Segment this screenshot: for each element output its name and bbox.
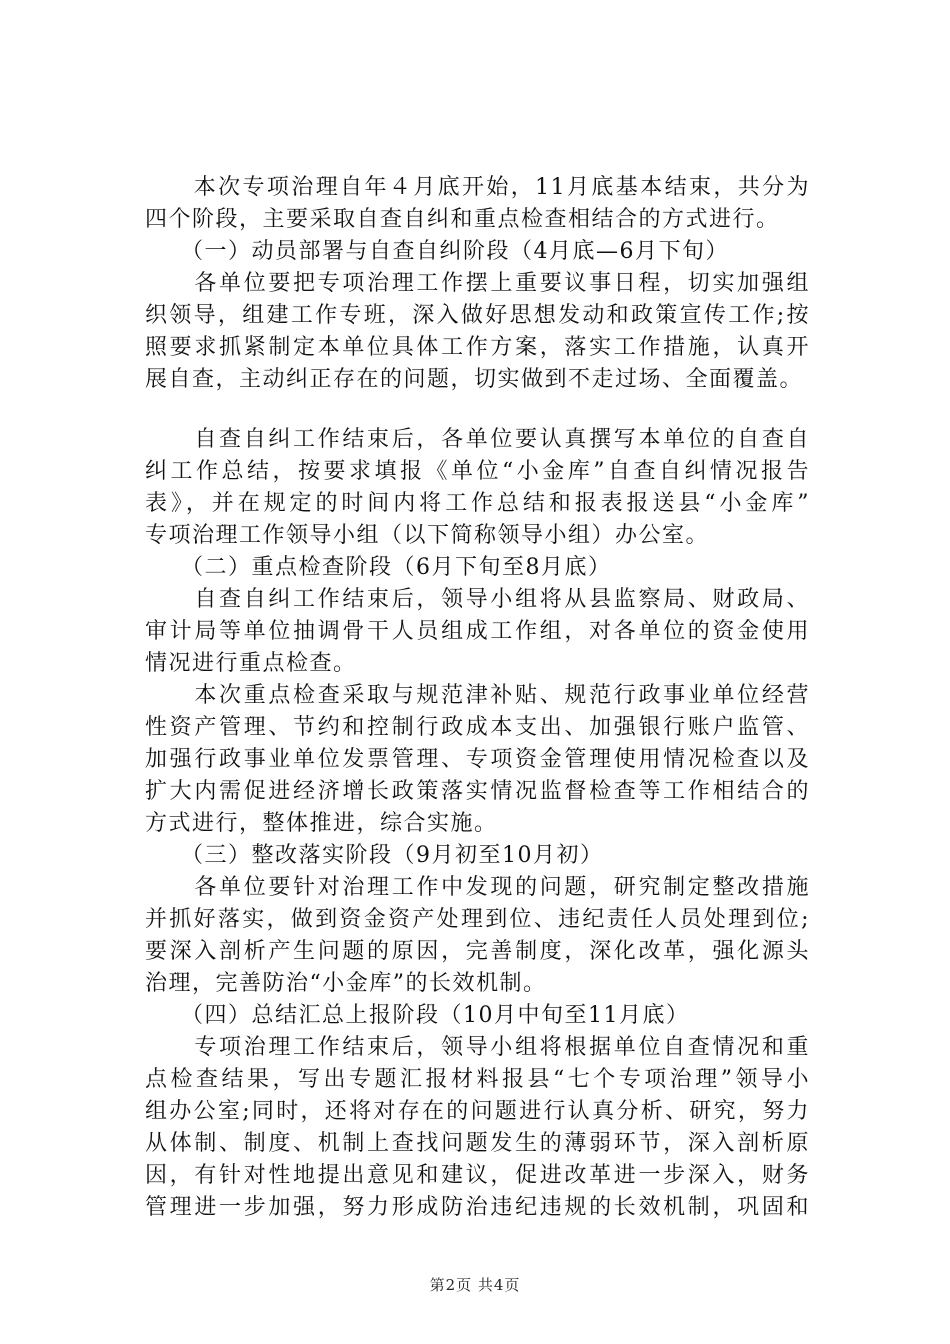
text-line: 专项治理工作领导小组（以下简称领导小组）办公室。 <box>145 523 710 548</box>
text-line: 情况进行重点检查。 <box>145 651 357 676</box>
section-heading <box>145 236 810 268</box>
text-line: 自查自纠工作结束后，领导小组将从县监察局、财政局、 <box>145 587 810 612</box>
section-heading <box>145 840 810 872</box>
paragraph <box>145 424 810 552</box>
text-line: 纠工作总结，按要求填报《单位“小金库”自查自纠情况报告 <box>145 459 810 484</box>
text-line: 织领导，组建工作专班，深入做好思想发动和政策宣传工作;按 <box>145 303 810 328</box>
text-line: 从体制、制度、机制上查找问题发生的薄弱环节，深入剖析原 <box>145 1131 810 1156</box>
text-line: 专项治理工作结束后，领导小组将根据单位自查情况和重 <box>145 1035 810 1060</box>
paragraph <box>145 268 810 396</box>
heading-line: （二）重点检查阶段（6月下旬至8月底） <box>145 555 612 580</box>
text-line: 展自查，主动纠正存在的问题，切实做到不走过场、全面覆盖。 <box>145 367 804 392</box>
text-line: 各单位要针对治理工作中发现的问题，研究制定整改措施 <box>145 875 810 900</box>
document-body <box>145 172 810 1224</box>
text-line: 四个阶段，主要采取自查自纠和重点检查相结合的方式进行。 <box>145 207 780 232</box>
text-line: 本次专项治理自年４月底开始，11月底基本结束，共分为 <box>145 175 810 200</box>
text-line: 各单位要把专项治理工作摆上重要议事日程，切实加强组 <box>145 271 810 296</box>
heading-line: （一）动员部署与自查自纠阶段（4月底—6月下旬） <box>145 239 729 264</box>
text-line: 扩大内需促进经济增长政策落实情况监督检查等工作相结合的 <box>145 779 810 804</box>
paragraph-spacer <box>145 396 810 424</box>
heading-line: （四）总结汇总上报阶段（10月中旬至11月底） <box>145 1003 690 1028</box>
section-heading <box>145 1000 810 1032</box>
text-line: 表》，并在规定的时间内将工作总结和报表报送县“小金库” <box>145 491 810 516</box>
heading-line: （三）整改落实阶段（9月初至10月初） <box>145 843 604 868</box>
text-line: 要深入剖析产生问题的原因，完善制度，深化改革，强化源头 <box>145 939 810 964</box>
text-line: 自查自纠工作结束后，各单位要认真撰写本单位的自查自 <box>145 427 810 452</box>
paragraph <box>145 172 810 236</box>
section-heading <box>145 552 810 584</box>
text-line: 并抓好落实，做到资金资产处理到位、违纪责任人员处理到位; <box>145 907 810 932</box>
text-line: 性资产管理、节约和控制行政成本支出、加强银行账户监管、 <box>145 715 810 740</box>
page-number: 第2页 共4页 <box>429 1276 521 1294</box>
text-line: 本次重点检查采取与规范津补贴、规范行政事业单位经营 <box>145 683 810 708</box>
paragraph <box>145 584 810 680</box>
text-line: 审计局等单位抽调骨干人员组成工作组，对各单位的资金使用 <box>145 619 810 644</box>
text-line: 治理，完善防治“小金库”的长效机制。 <box>145 971 547 996</box>
paragraph <box>145 1032 810 1224</box>
text-line: 管理进一步加强，努力形成防治违纪违规的长效机制，巩固和 <box>145 1195 810 1220</box>
paragraph <box>145 872 810 1000</box>
paragraph <box>145 680 810 840</box>
text-line: 点检查结果，写出专题汇报材料报县“七个专项治理”领导小 <box>145 1067 810 1092</box>
text-line: 加强行政事业单位发票管理、专项资金管理使用情况检查以及 <box>145 747 810 772</box>
text-line: 因，有针对性地提出意见和建议，促进改革进一步深入，财务 <box>145 1163 810 1188</box>
text-line: 方式进行，整体推进，综合实施。 <box>145 811 498 836</box>
text-line: 照要求抓紧制定本单位具体工作方案，落实工作措施，认真开 <box>145 335 810 360</box>
text-line: 组办公室;同时，还将对存在的问题进行认真分析、研究，努力 <box>145 1099 810 1124</box>
